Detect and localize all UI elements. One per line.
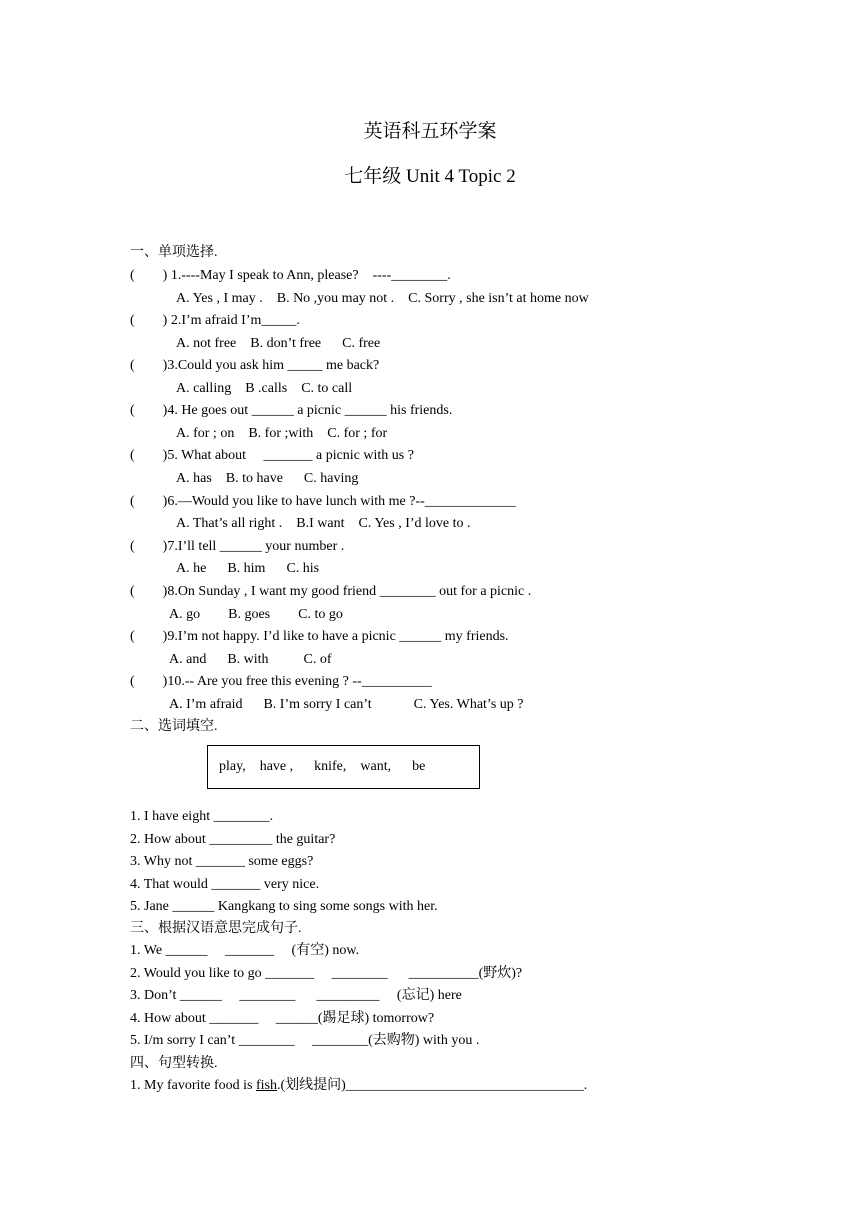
word-box xyxy=(207,745,480,789)
transform-item-1 xyxy=(130,1077,587,1095)
fill-item-3: 3. Why not _______ some eggs? xyxy=(130,854,314,869)
q5-options: A. has B. to have C. having xyxy=(176,471,359,486)
q6-stem: ( )6.—Would you like to have lunch with me ?--_____________ xyxy=(130,494,516,509)
translate-item-1: 1. We ______ _______ (有空) now. xyxy=(130,943,360,958)
q4-stem: ( )4. He goes out ______ a picnic ______ his friends. xyxy=(130,403,453,418)
q4-options: A. for ; on B. for ;with C. for ; for xyxy=(176,426,388,441)
fill-item-2: 2. How about _________ the guitar? xyxy=(130,832,336,847)
q1-options: A. Yes , I may . B. No ,you may not . C. Sorry , she isn’t at home now xyxy=(176,291,589,306)
q10-stem: ( )10.-- Are you free this evening ? --__________ xyxy=(130,674,432,689)
doc-subtitle: 七年级 Unit 4 Topic 2 xyxy=(344,166,516,187)
transform-item-1-suffix: .(划线提问)__________________________________. xyxy=(276,1078,588,1093)
section-2-heading: 二、选词填空. xyxy=(130,719,218,734)
fill-item-5: 5. Jane ______ Kangkang to sing some songs with her. xyxy=(130,899,438,914)
q9-stem: ( )9.I’m not happy. I’d like to have a picnic ______ my friends. xyxy=(130,629,509,644)
q3-options: A. calling B .calls C. to call xyxy=(176,381,353,396)
q7-options: A. he B. him C. his xyxy=(176,561,320,576)
translate-item-2: 2. Would you like to go _______ ________ __________(野炊)? xyxy=(130,966,523,981)
transform-item-1-prefix: 1. My favorite food is xyxy=(130,1078,256,1093)
q2-stem: ( ) 2.I’m afraid I’m_____. xyxy=(130,313,300,328)
q2-options: A. not free B. don’t free C. free xyxy=(176,336,381,351)
q9-options: A. and B. with C. of xyxy=(169,652,332,667)
section-4-heading: 四、句型转换. xyxy=(130,1056,218,1071)
q1-stem: ( ) 1.----May I speak to Ann, please? ----________. xyxy=(130,268,451,283)
doc-title: 英语科五环学案 xyxy=(363,121,497,142)
q10-options: A. I’m afraid B. I’m sorry I can’t C. Yes. What’s up ? xyxy=(169,697,524,712)
transform-item-1-underlined: fish xyxy=(255,1078,277,1093)
translate-item-4: 4. How about _______ ______(踢足球) tomorrow? xyxy=(130,1011,435,1026)
q7-stem: ( )7.I’ll tell ______ your number . xyxy=(130,539,345,554)
translate-item-3: 3. Don’t ______ ________ _________ (忘记) here xyxy=(130,988,462,1003)
fill-item-1: 1. I have eight ________. xyxy=(130,809,274,824)
q6-options: A. That’s all right . B.I want C. Yes , I’d love to . xyxy=(176,516,471,531)
word-box-text: play, have , knife, want, be xyxy=(219,759,426,774)
q5-stem: ( )5. What about _______ a picnic with us ? xyxy=(130,448,414,463)
q8-stem: ( )8.On Sunday , I want my good friend ________ out for a picnic . xyxy=(130,584,532,599)
section-1-heading: 一、单项选择. xyxy=(130,245,218,260)
section-3-heading: 三、根据汉语意思完成句子. xyxy=(130,921,302,936)
translate-item-5: 5. I/m sorry I can’t ________ ________(去购物) with you . xyxy=(130,1033,480,1048)
q3-stem: ( )3.Could you ask him _____ me back? xyxy=(130,358,380,373)
fill-item-4: 4. That would _______ very nice. xyxy=(130,877,320,892)
q8-options: A. go B. goes C. to go xyxy=(169,607,343,622)
